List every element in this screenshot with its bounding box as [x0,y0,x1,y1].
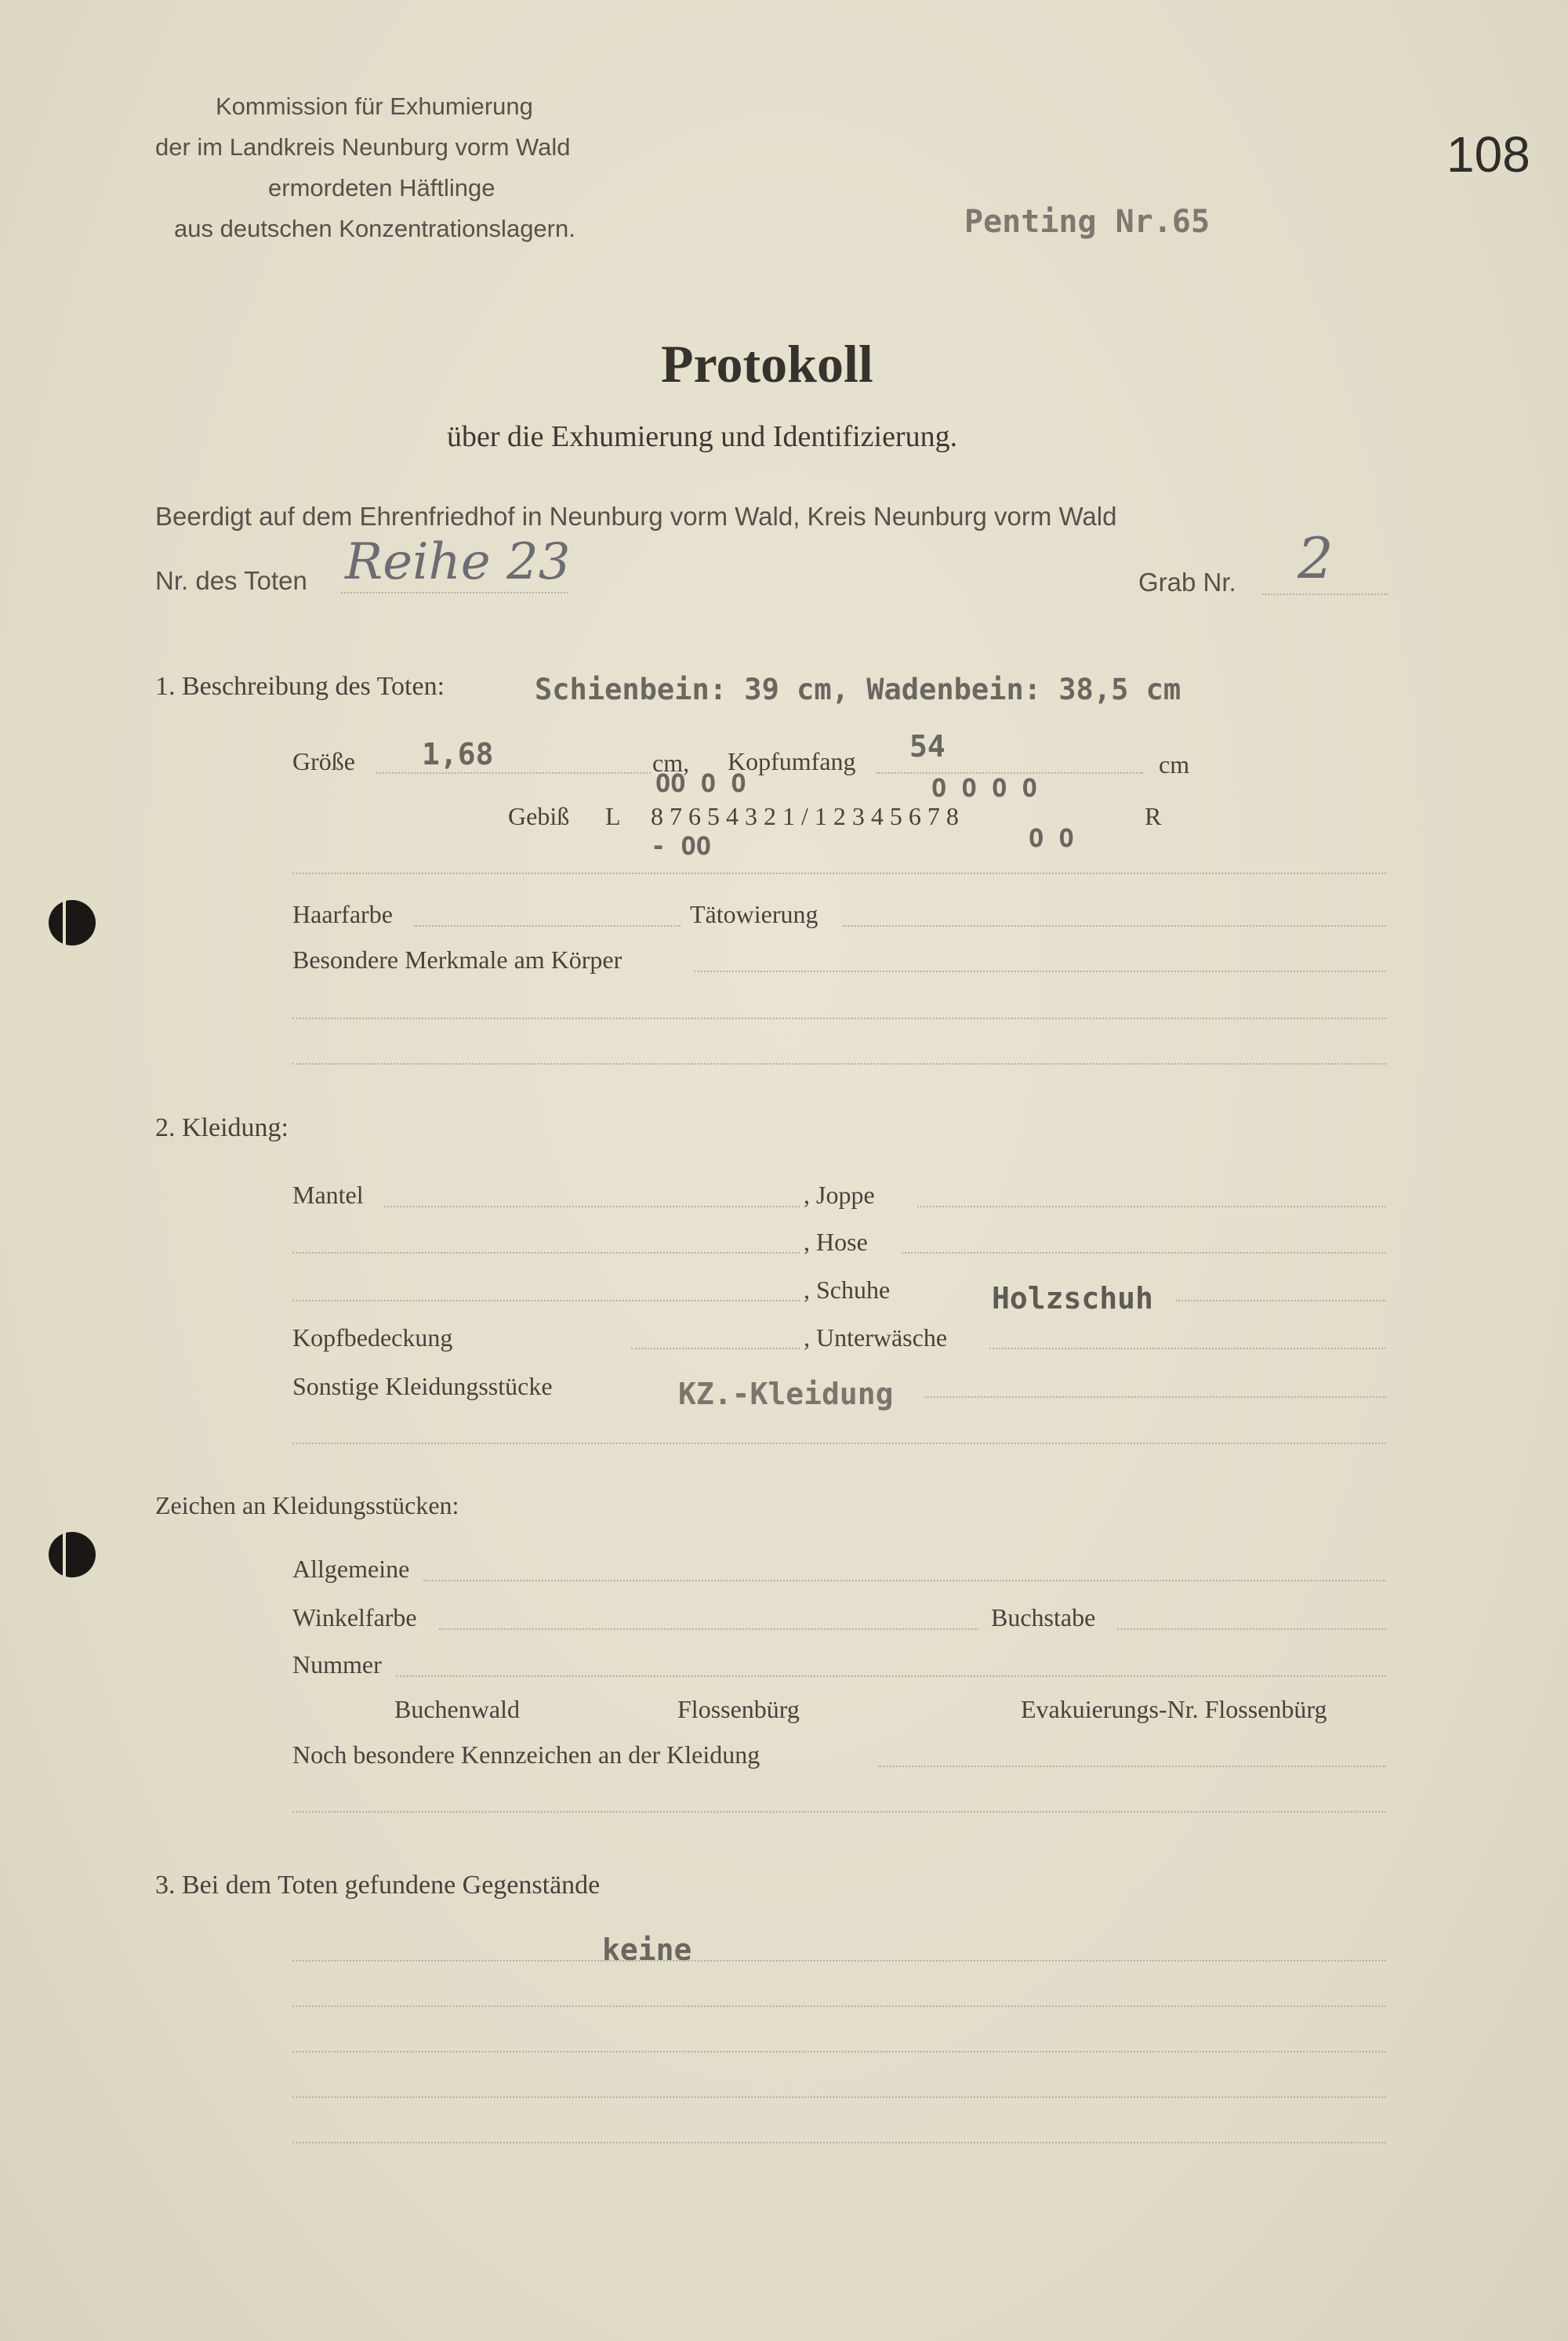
mantel-line [384,1206,800,1207]
teeth-upper-left: OO O O [655,768,746,798]
section-3-line-5 [292,2142,1386,2143]
groesse-value: 1,68 [422,737,494,771]
section-1-typed: Schienbein: 39 cm, Wadenbein: 38,5 cm [535,673,1181,706]
nr-line [341,592,568,593]
section-2-label: 2. Kleidung: [155,1113,289,1142]
taetowierung-line [843,925,1386,927]
haarfarbe-label: Haarfarbe [292,900,393,928]
header-line-3: ermordeten Häftlinge [268,174,495,201]
taetowierung-label: Tätowierung [690,900,818,928]
zeichen-label: Zeichen an Kleidungsstücken: [155,1491,459,1519]
page-subtitle: über die Exhumierung und Identifizierung. [447,420,958,453]
unterwaesche-line [989,1348,1386,1349]
cm-label-1: cm, [652,749,690,777]
kopfumfang-value: 54 [909,729,946,764]
hose-left-line [292,1252,800,1254]
groesse-line [376,772,651,774]
joppe-line [917,1206,1386,1207]
grab-line [1262,593,1388,595]
gebiss-numbers: 8 7 6 5 4 3 2 1 / 1 2 3 4 5 6 7 8 [651,802,959,830]
section-3-line-2 [292,2005,1386,2007]
punch-hole-upper [49,900,96,945]
header-line-2: der im Landkreis Neunburg vorm Wald [155,133,571,161]
section-1-label: 1. Beschreibung des Toten: [155,672,445,701]
evakuierung-label: Evakuierungs-Nr. Flossenbürg [1021,1695,1327,1723]
joppe-label: , Joppe [804,1181,875,1209]
hose-line [902,1252,1386,1254]
section-3-line-3 [292,2051,1386,2052]
section-3-label: 3. Bei dem Toten gefundene Gegenstände [155,1871,601,1900]
header-line-4: aus deutschen Konzentrationslagern. [174,215,575,242]
section-1-line-3 [292,1063,1386,1065]
groesse-label: Größe [292,747,355,775]
kopfbedeckung-label: Kopfbedeckung [292,1323,453,1352]
allgemeine-line [423,1580,1386,1581]
buchstabe-line [1117,1628,1386,1630]
cm-label-2: cm [1159,750,1190,779]
schuhe-left-line [292,1300,800,1301]
flossenbuerg-label: Flossenbürg [677,1695,800,1723]
merkmale-line [694,971,1386,972]
grab-value: 2 [1298,525,1334,591]
nr-value: Reihe 23 [345,533,571,591]
kopfumfang-label: Kopfumfang [728,747,856,775]
schuhe-label: , Schuhe [804,1276,891,1304]
noch-line [878,1766,1386,1767]
teeth-upper-right: O O O O [931,773,1037,803]
winkelfarbe-label: Winkelfarbe [292,1603,417,1631]
teeth-lower-left: - OO [651,831,712,861]
gebiss-label: Gebiß [508,802,570,830]
gebiss-right: R [1145,802,1162,830]
hose-label: , Hose [804,1228,868,1256]
punch-hole-lower [49,1532,96,1577]
page-number: 108 [1446,126,1530,183]
section-3-line-4 [292,2096,1386,2098]
location-stamp: Penting Nr.65 [964,204,1210,240]
mantel-label: Mantel [292,1181,364,1209]
zeichen-line [292,1811,1386,1813]
header-line-1: Kommission für Exhumierung [216,93,533,120]
winkelfarbe-line [439,1628,978,1630]
unterwaesche-label: , Unterwäsche [804,1323,948,1352]
gebiss-left: L [605,802,621,830]
buchenwald-label: Buchenwald [394,1695,520,1723]
buchstabe-label: Buchstabe [991,1603,1096,1631]
merkmale-label: Besondere Merkmale am Körper [292,945,622,974]
sonstige-line [925,1396,1386,1398]
section-1-line-2 [292,1018,1386,1019]
section-1-line-1 [292,873,1386,874]
grab-label: Grab Nr. [1138,568,1236,597]
allgemeine-label: Allgemeine [292,1555,410,1583]
schuhe-line [1176,1300,1386,1301]
sonstige-value: KZ.-Kleidung [678,1377,894,1411]
nummer-label: Nummer [292,1650,382,1679]
section-3-line-1 [292,1960,1386,1962]
nummer-line [396,1675,1386,1677]
page-title: Protokoll [661,334,873,394]
teeth-lower-right: O O [1029,823,1074,853]
section-3-value: keine [602,1933,692,1967]
noch-label: Noch besondere Kennzeichen an der Kleidung [292,1740,760,1769]
schuhe-value: Holzschuh [992,1281,1153,1316]
sonstige-label: Sonstige Kleidungsstücke [292,1372,553,1400]
haarfarbe-line [414,925,681,927]
section-2-line [292,1443,1386,1444]
kopfbedeckung-line [631,1348,800,1349]
nr-label: Nr. des Toten [155,566,307,595]
burial-line: Beerdigt auf dem Ehrenfriedhof in Neunburg vorm Wald, Kreis Neunburg vorm Wald [155,502,1117,531]
